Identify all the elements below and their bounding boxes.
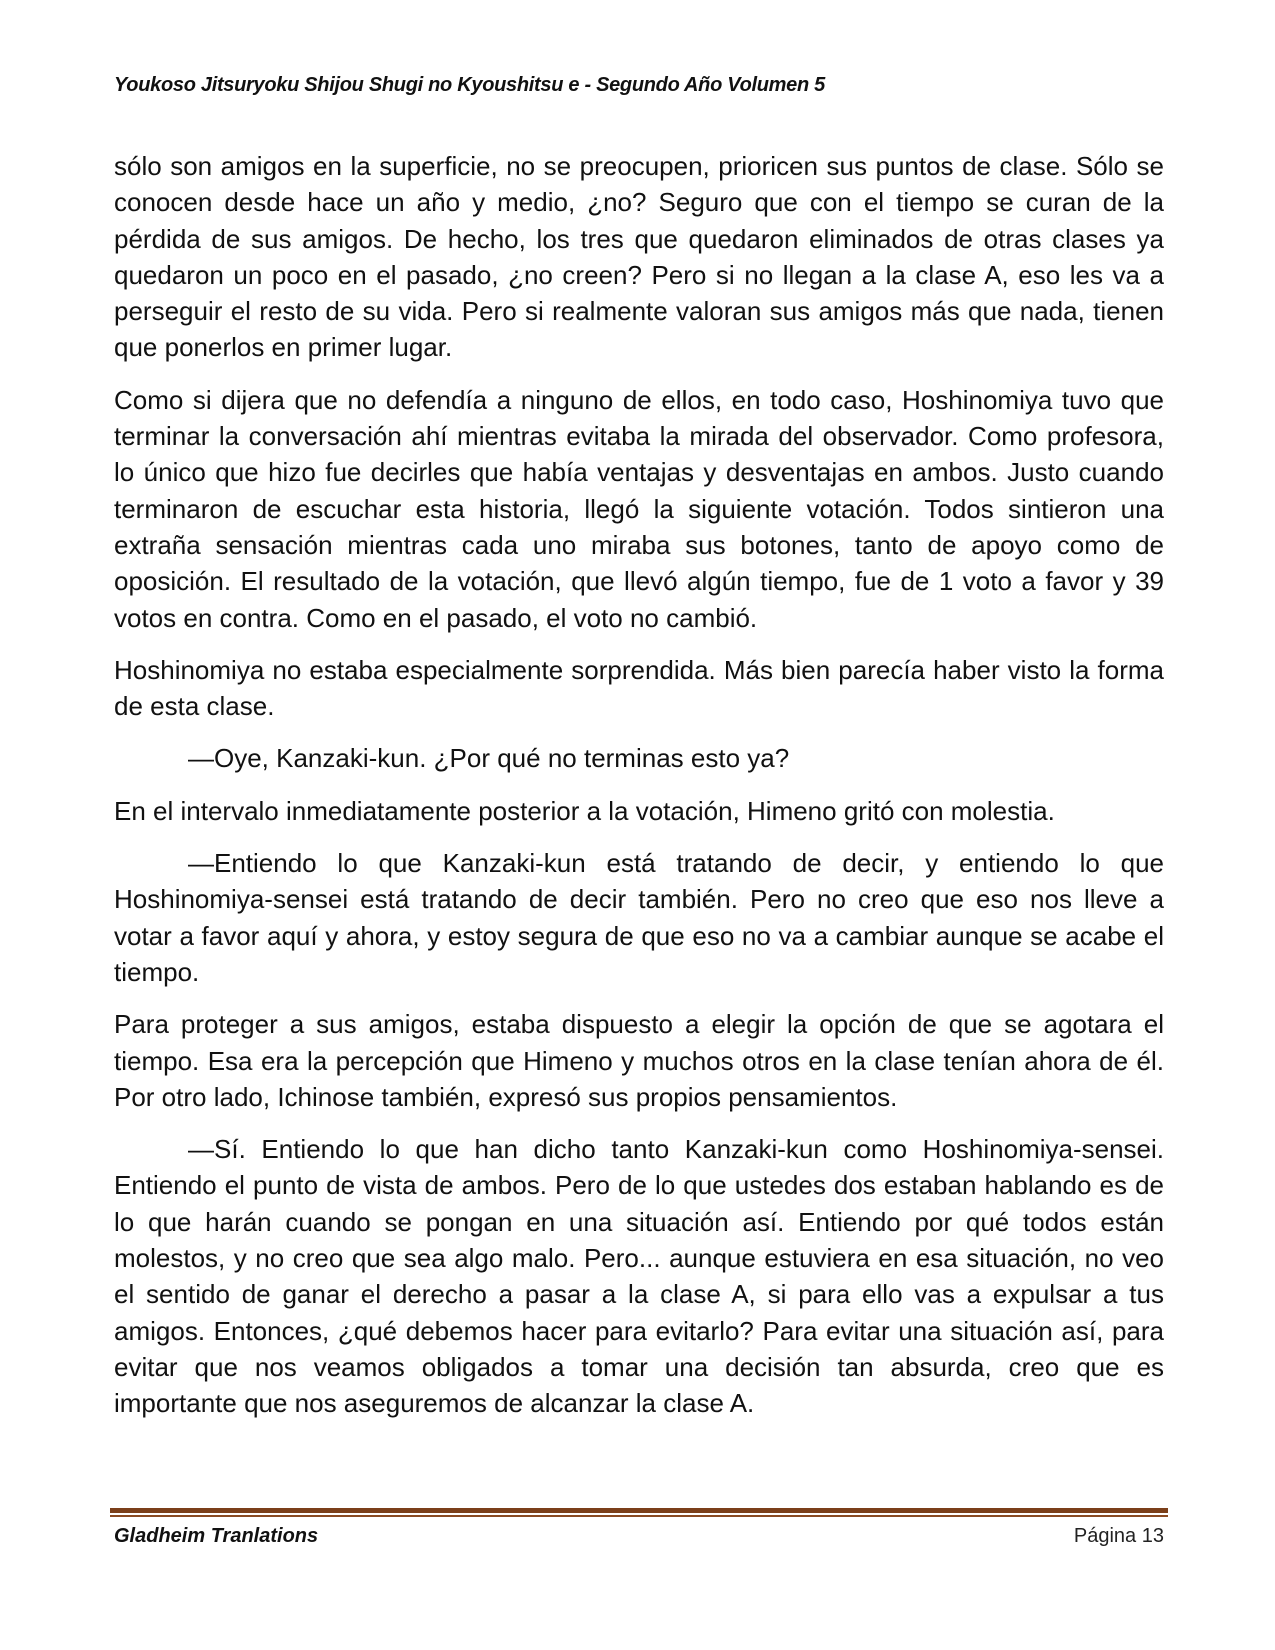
paragraph: En el intervalo inmediatamente posterior a la votación, Himeno gritó con molestia.	[114, 795, 1055, 826]
paragraph: Hoshinomiya no estaba especialmente sorprendida. Más bien parecía haber visto la forma de esta clase.	[114, 654, 1164, 722]
body-text	[114, 148, 1164, 1438]
dialogue-paragraph: —Sí. Entiendo lo que han dicho tanto Kanzaki-kun como Hoshinomiya-sensei. Entiendo el punto de vista de ambos. Pero de lo que ustedes dos estaban hablando es de lo que harán cuando se pongan en una situación así. Entiendo por qué todos están molestos, y no creo que sea algo malo. Pero... aunque estuviera en esa situación, no veo el sentido de ganar el derecho a pasar a la clase A, si para ello vas a expulsar a tus amigos. Entonces, ¿qué debemos hacer para evitarlo? Para evitar una situación así, para evitar que nos veamos obligados a tomar una decisión tan absurda, creo que es importante que nos aseguremos de alcanzar la clase A.	[114, 1134, 1164, 1419]
paragraph: Como si dijera que no defendía a ninguno de ellos, en todo caso, Hoshinomiya tuvo que terminar la conversación ahí mientras evitaba la mirada del observador. Como profesora, lo único que hizo fue decirles que había ventajas y desventajas en ambos. Justo cuando terminaron de escuchar esta historia, llegó la siguiente votación. Todos sintieron una extraña sensación mientras cada uno miraba sus botones, tanto de apoyo como de oposición. El resultado de la votación, que llevó algún tiempo, fue de 1 voto a favor y 39 votos en contra. Como en el pasado, el voto no cambió.	[114, 384, 1164, 633]
page-number-value: 13	[1141, 1525, 1164, 1547]
page-number	[1074, 1525, 1164, 1548]
footer-credit: Gladheim Tranlations	[114, 1525, 319, 1547]
running-header: Youkoso Jitsuryoku Shijou Shugi no Kyoushitsu e - Segundo Año Volumen 5	[114, 74, 825, 96]
dialogue-paragraph: —Oye, Kanzaki-kun. ¿Por qué no terminas esto ya?	[188, 743, 790, 774]
footer-rule-thin	[110, 1515, 1168, 1517]
paragraph: sólo son amigos en la superficie, no se preocupen, prioricen sus puntos de clase. Sólo se conocen desde hace un año y medio, ¿no? Seguro que con el tiempo se curan de la pérdida de sus amigos. De hecho, los tres que quedaron eliminados de otras clases ya quedaron un poco en el pasado, ¿no creen? Pero si no llegan a la clase A, eso les va a perseguir el resto de su vida. Pero si realmente valoran sus amigos más que nada, tienen que ponerlos en primer lugar.	[114, 151, 1164, 363]
dialogue-paragraph: —Entiendo lo que Kanzaki-kun está tratando de decir, y entiendo lo que Hoshinomiya-sensei está tratando de decir también. Pero no creo que eso nos lleve a votar a favor aquí y ahora, y estoy segura de que eso no va a cambiar aunque se acabe el tiempo.	[114, 848, 1164, 987]
page-label: Página	[1073, 1525, 1137, 1547]
footer-rule	[110, 1508, 1168, 1513]
paragraph: Para proteger a sus amigos, estaba dispuesto a elegir la opción de que se agotara el tiempo. Esa era la percepción que Himeno y muchos otros en la clase tenían ahora de él. Por otro lado, Ichinose también, expresó sus propios pensamientos.	[114, 1009, 1164, 1112]
